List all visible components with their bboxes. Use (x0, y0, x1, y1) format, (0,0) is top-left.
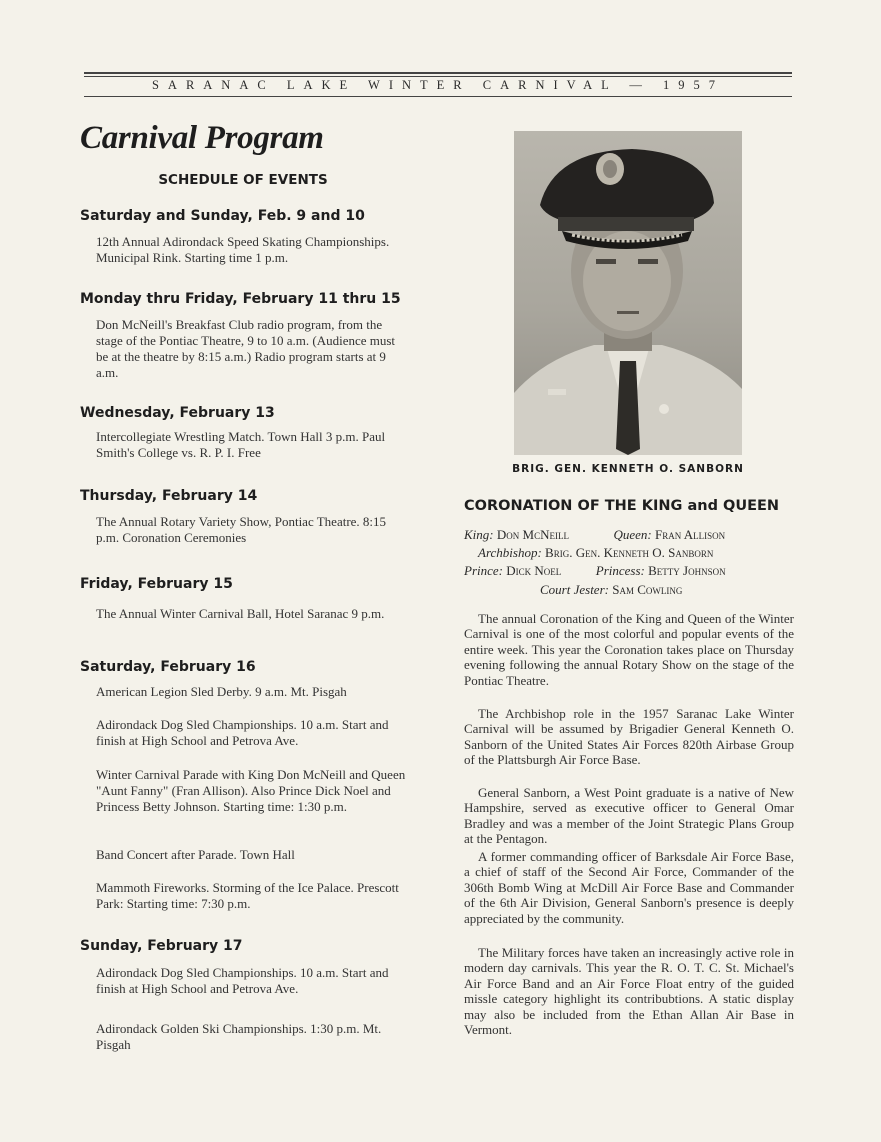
event-item: Adirondack Dog Sled Championships. 10 a.m. Start and finish at High School and Petrova Ave. (96, 965, 389, 996)
role-line-archbishop (478, 545, 713, 561)
running-head: SARANAC LAKE WINTER CARNIVAL — 1957 (151, 78, 725, 92)
role-label: King: (464, 527, 494, 542)
event-item: Adirondack Golden Ski Championships. 1:30 p.m. Mt. Pisgah (96, 1021, 382, 1052)
event-heading: Monday thru Friday, February 11 thru 15 (80, 291, 401, 307)
event-heading: Saturday and Sunday, Feb. 9 and 10 (80, 208, 365, 224)
event-item: The Annual Rotary Variety Show, Pontiac Theatre. 8:15 p.m. Coronation Ceremonies (96, 514, 387, 545)
event-heading: Thursday, February 14 (80, 488, 258, 504)
event-heading: Sunday, February 17 (80, 938, 243, 954)
role-label: Princess: (595, 563, 645, 578)
event-heading: Saturday, February 16 (80, 659, 256, 675)
event-item: The Annual Winter Carnival Ball, Hotel Saranac 9 p.m. (96, 606, 385, 621)
role-name: Dick Noel (506, 563, 562, 578)
event-heading: Wednesday, February 13 (80, 405, 275, 421)
page-title: Carnival Program (80, 120, 324, 156)
coronation-paragraph: General Sanborn, a West Point graduate is a native of New Hampshire, served as executive officer to General Omar Bradley and was a member of the Joint Strategic Plans Group at the Pentagon. (464, 785, 794, 847)
role-name: Fran Allison (654, 527, 726, 542)
role-name: Sam Cowling (612, 582, 683, 597)
event-heading: Friday, February 15 (80, 576, 233, 592)
role-name: Brig. Gen. Kenneth O. Sanborn (545, 545, 714, 560)
role-name: Betty Johnson (648, 563, 726, 578)
role-line-prince-princess (464, 563, 726, 579)
coronation-paragraph: The annual Coronation of the King and Queen of the Winter Carnival is one of the most colorful and popular events of the entire week. This year the Coronation takes place on Thursday evening following the annual Rotary Show on the stage of the Pontiac Theatre. (464, 611, 794, 688)
role-name: Don McNeill (496, 527, 569, 542)
coronation-heading: CORONATION OF THE KING and QUEEN (464, 498, 780, 514)
photo-caption: BRIG. GEN. KENNETH O. SANBORN (512, 463, 744, 475)
coronation-paragraph: The Military forces have taken an increasingly active role in modern day carnivals. This year the R. O. T. C. St. Michael's Air Force Band and an Air Force Float entry of the guided missle category highlight its contribubtions. A static display may also be included from the Ethan Allan Air Base in Vermont. (464, 945, 794, 1038)
header-rule-bottom (84, 96, 792, 97)
header-rule-top-thin (84, 76, 792, 77)
role-line-king-queen (464, 527, 725, 543)
event-item: Adirondack Dog Sled Championships. 10 a.m. Start and finish at High School and Petrova Ave. (96, 717, 389, 748)
event-item: Intercollegiate Wrestling Match. Town Hall 3 p.m. Paul Smith's College vs. R. P. I. Free (96, 429, 386, 460)
event-item: Winter Carnival Parade with King Don McNeill and Queen "Aunt Fanny" (Fran Allison). Also Prince Dick Noel and Princess Betty Johnson. Starting time: 1:30 p.m. (96, 767, 406, 814)
role-line-jester (540, 582, 682, 598)
schedule-subtitle: SCHEDULE OF EVENTS (158, 172, 328, 188)
role-label: Court Jester: (540, 582, 609, 597)
event-item: Band Concert after Parade. Town Hall (96, 847, 295, 862)
event-item: American Legion Sled Derby. 9 a.m. Mt. Pisgah (96, 684, 347, 699)
header-rule-top (84, 72, 792, 74)
role-label: Queen: (613, 527, 652, 542)
officer-portrait-photo (514, 131, 742, 455)
event-item: Don McNeill's Breakfast Club radio program, from the stage of the Pontiac Theatre, 9 to 10 a.m. (Audience must be at the theatre by 8:15 a.m.) Radio program starts at 9 a.m. (96, 317, 396, 380)
coronation-paragraph: The Archbishop role in the 1957 Saranac Lake Winter Carnival will be assumed by Brigadier General Kenneth O. Sanborn of the United States Air Forces 820th Airbase Group of the Plattsburgh Air Force Base. (464, 706, 794, 768)
role-label: Prince: (464, 563, 503, 578)
coronation-paragraph: A former commanding officer of Barksdale Air Force Base, a chief of staff of the Second Air Force, Commander of the 306th Bomb Wing at McDill Air Force Base and Commander of the 6th Air Division, General Sanborn's presence is deeply appreciated by the community. (464, 849, 794, 926)
event-item: 12th Annual Adirondack Speed Skating Championships. Municipal Rink. Starting time 1 p.m. (96, 234, 390, 265)
event-item: Mammoth Fireworks. Storming of the Ice Palace. Prescott Park: Starting time: 7:30 p.m. (96, 880, 399, 911)
role-label: Archbishop: (478, 545, 542, 560)
